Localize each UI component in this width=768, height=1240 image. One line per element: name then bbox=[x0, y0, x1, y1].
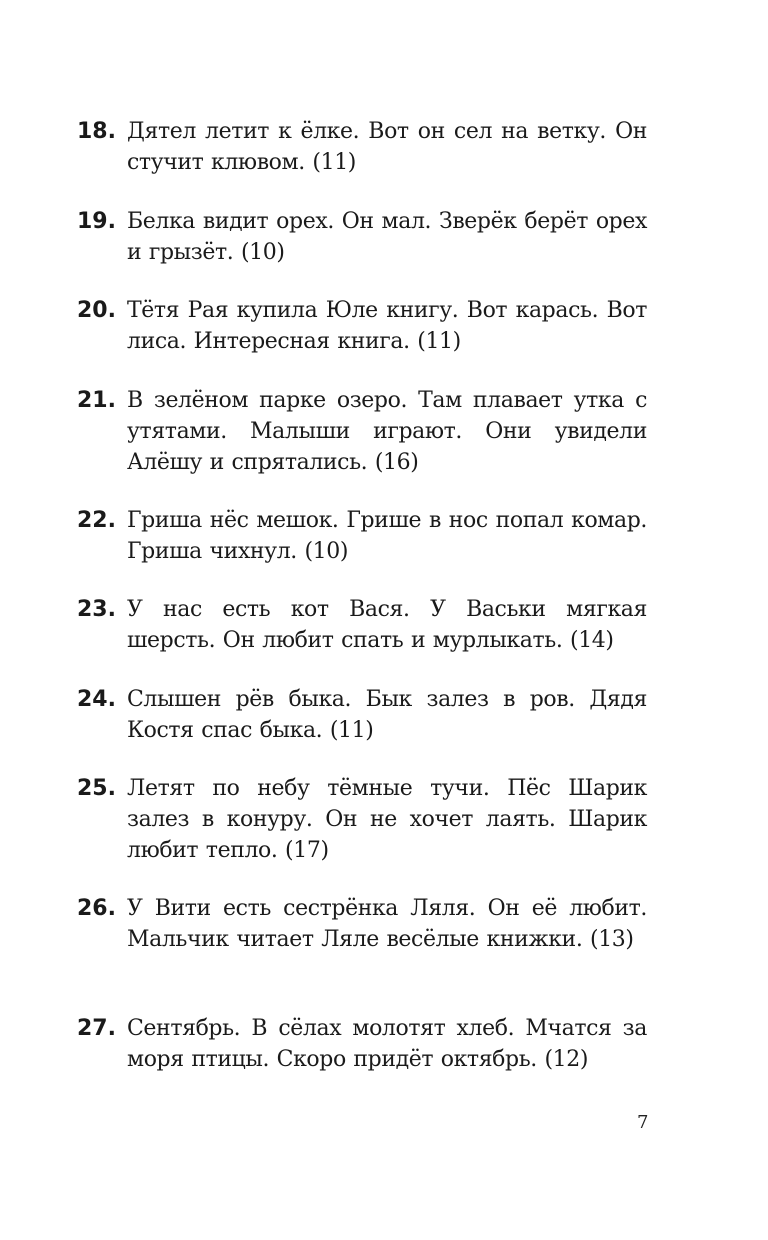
exercise-item bbox=[77, 116, 647, 178]
item-text: В зелёном парке озеро. Там плавает утка с утятами. Малыши играют. Они увидели Алёшу и спрятались. (16) bbox=[127, 388, 647, 475]
page-number: 7 bbox=[637, 1112, 649, 1133]
item-number: 19. bbox=[77, 209, 116, 234]
exercise-item bbox=[77, 505, 647, 567]
exercise-item bbox=[77, 594, 647, 656]
exercise-item bbox=[77, 385, 647, 478]
item-number: 24. bbox=[77, 687, 116, 712]
item-text: Гриша нёс мешок. Грише в нос попал комар. Гриша чихнул. (10) bbox=[127, 508, 647, 564]
item-text: Белка видит орех. Он мал. Зверёк берёт орех и грызёт. (10) bbox=[127, 209, 647, 265]
item-number: 22. bbox=[77, 508, 116, 533]
item-text: Сентябрь. В сёлах молотят хлеб. Мчатся за моря птицы. Скоро придёт октябрь. (12) bbox=[127, 1016, 647, 1072]
item-text: Слышен рёв быка. Бык залез в ров. Дядя Костя спас быка. (11) bbox=[127, 687, 647, 743]
item-text: У Вити есть сестрёнка Ляля. Он её любит. Мальчик читает Ляле весёлые книжки. (13) bbox=[127, 896, 647, 952]
item-number: 20. bbox=[77, 298, 116, 323]
item-number: 21. bbox=[77, 388, 116, 413]
item-text: Дятел летит к ёлке. Вот он сел на ветку. Он стучит клювом. (11) bbox=[127, 119, 647, 175]
item-text: Тётя Рая купила Юле книгу. Вот карась. Вот лиса. Интересная книга. (11) bbox=[127, 298, 647, 354]
exercise-item bbox=[77, 684, 647, 746]
item-text: У нас есть кот Вася. У Васьки мягкая шерсть. Он любит спать и мурлыкать. (14) bbox=[127, 597, 647, 653]
item-number: 27. bbox=[77, 1016, 116, 1041]
exercise-item bbox=[77, 1013, 647, 1075]
item-number: 25. bbox=[77, 776, 116, 801]
exercise-item bbox=[77, 206, 647, 268]
exercise-item bbox=[77, 773, 647, 866]
exercise-item bbox=[77, 295, 647, 357]
item-text: Летят по небу тёмные тучи. Пёс Шарик залез в конуру. Он не хочет лаять. Шарик любит тепло. (17) bbox=[127, 776, 647, 863]
item-number: 23. bbox=[77, 597, 116, 622]
item-number: 18. bbox=[77, 119, 116, 144]
exercise-item bbox=[77, 893, 647, 955]
item-number: 26. bbox=[77, 896, 116, 921]
